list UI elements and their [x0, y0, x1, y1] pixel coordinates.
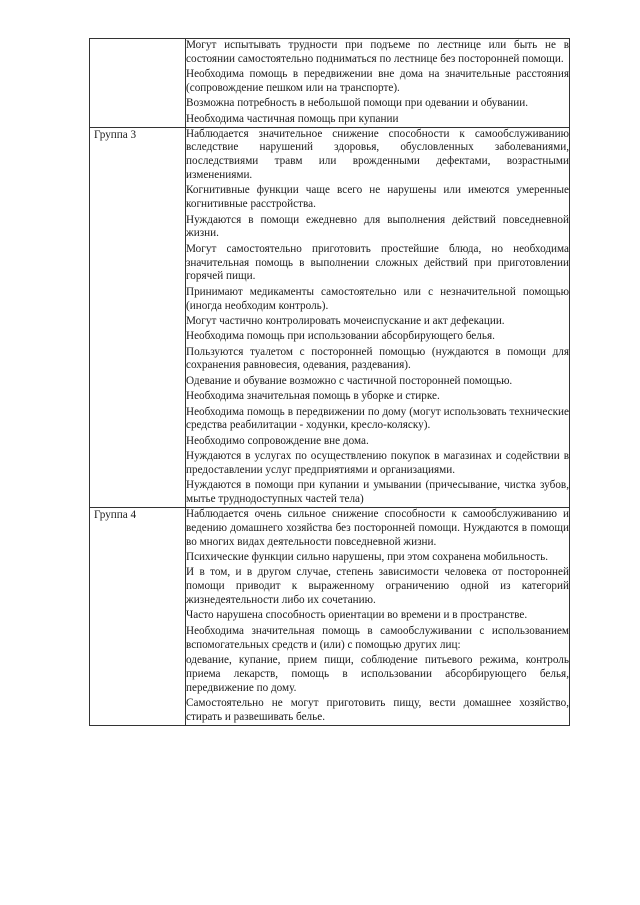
description-cell	[186, 39, 570, 128]
description-paragraph: Необходима значительная помощь в самообслуживании с использованием вспомогательных средств и (или) с помощью других лиц:	[186, 624, 569, 651]
description-paragraph: Нуждаются в услугах по осуществлению покупок в магазинах и содействии в предоставлении услуг предприятиями и организациями.	[186, 450, 569, 477]
group-cell	[90, 39, 186, 128]
group-label: Группа 3	[94, 128, 137, 141]
description-paragraph: Принимают медикаменты самостоятельно или с незначительной помощью (иногда необходим контроль).	[186, 285, 569, 312]
description-paragraph: Могут частично контролировать мочеиспускание и акт дефекации.	[186, 314, 505, 327]
description-paragraph: Возможна потребность в небольшой помощи при одевании и обувании.	[186, 97, 529, 110]
description-paragraph: одевание, купание, прием пищи, соблюдение питьевого режима, контроль приема лекарств, помощь в использовании абсорбирующего белья, передвижение по дому.	[186, 653, 569, 694]
description-cell	[186, 508, 570, 726]
care-groups-table	[89, 38, 570, 726]
description-paragraph: Одевание и обувание возможно с частичной посторонней помощью.	[186, 374, 513, 387]
description-paragraph: Необходима помощь в передвижении вне дома на значительные расстояния (сопровождение пешком или на транспорте).	[186, 68, 569, 94]
description-paragraph: Самостоятельно не могут приготовить пищу, вести домашнее хозяйство, стирать и развешивать белье.	[186, 696, 569, 723]
description-paragraph: Нуждаются в помощи при купании и умывании (причесывание, чистка зубов, мытье труднодоступных частей тела)	[186, 479, 569, 506]
description-cell	[186, 127, 570, 507]
table-row	[90, 127, 570, 507]
table-row	[90, 508, 570, 726]
description-paragraph: Психические функции сильно нарушены, при этом сохранена мобильность.	[186, 550, 549, 563]
group-cell	[90, 508, 186, 726]
description-paragraph: И в том, и в другом случае, степень зависимости человека от посторонней помощи приводит к выраженному ограничению одной из категорий жизнедеятельности либо их сочетанию.	[186, 566, 569, 606]
group-label	[90, 39, 185, 40]
description-paragraph: Необходимо сопровождение вне дома.	[186, 434, 369, 447]
description-paragraph: Необходима частичная помощь при купании	[186, 112, 399, 125]
description-paragraph: Наблюдается очень сильное снижение способности к самообслуживанию и ведению домашнего хозяйства без посторонней помощи. Нуждаются в помощи во многих видах деятельности повседневной жизни.	[186, 508, 569, 548]
description-paragraph: Необходима значительная помощь в уборке и стирке.	[186, 390, 440, 403]
description-paragraph: Необходима помощь при использовании абсорбирующего белья.	[186, 330, 495, 343]
description-paragraph: Могут испытывать трудности при подъеме по лестнице или быть не в состоянии самостоятельно подниматься по лестнице без посторонней помощи.	[186, 39, 569, 65]
description-paragraph: Могут самостоятельно приготовить простейшие блюда, но необходима значительная помощь в выполнении сложных действий при приготовлении горячей пищи.	[186, 242, 569, 283]
group-cell	[90, 127, 186, 507]
description-paragraph: Часто нарушена способность ориентации во времени и в пространстве.	[186, 609, 528, 622]
description-paragraph: Пользуются туалетом с посторонней помощью (нуждаются в помощи для сохранения равновесия, одевания, раздевания).	[186, 345, 569, 372]
description-paragraph: Нуждаются в помощи ежедневно для выполнения действий повседневной жизни.	[186, 213, 569, 240]
description-paragraph: Когнитивные функции чаще всего не нарушены или имеются умеренные когнитивные расстройства.	[186, 184, 569, 211]
description-paragraph: Наблюдается значительное снижение способности к самообслуживанию вследствие нарушений здоровья, обусловленных заболеваниями, последствиями травм или врожденными дефектами, возрастными изменениями.	[186, 127, 569, 181]
description-paragraph: Необходима помощь в передвижении по дому (могут использовать технические средства реабилитации - ходунки, кресло-коляску).	[186, 405, 569, 432]
group-label: Группа 4	[94, 509, 137, 521]
table-row	[90, 39, 570, 128]
